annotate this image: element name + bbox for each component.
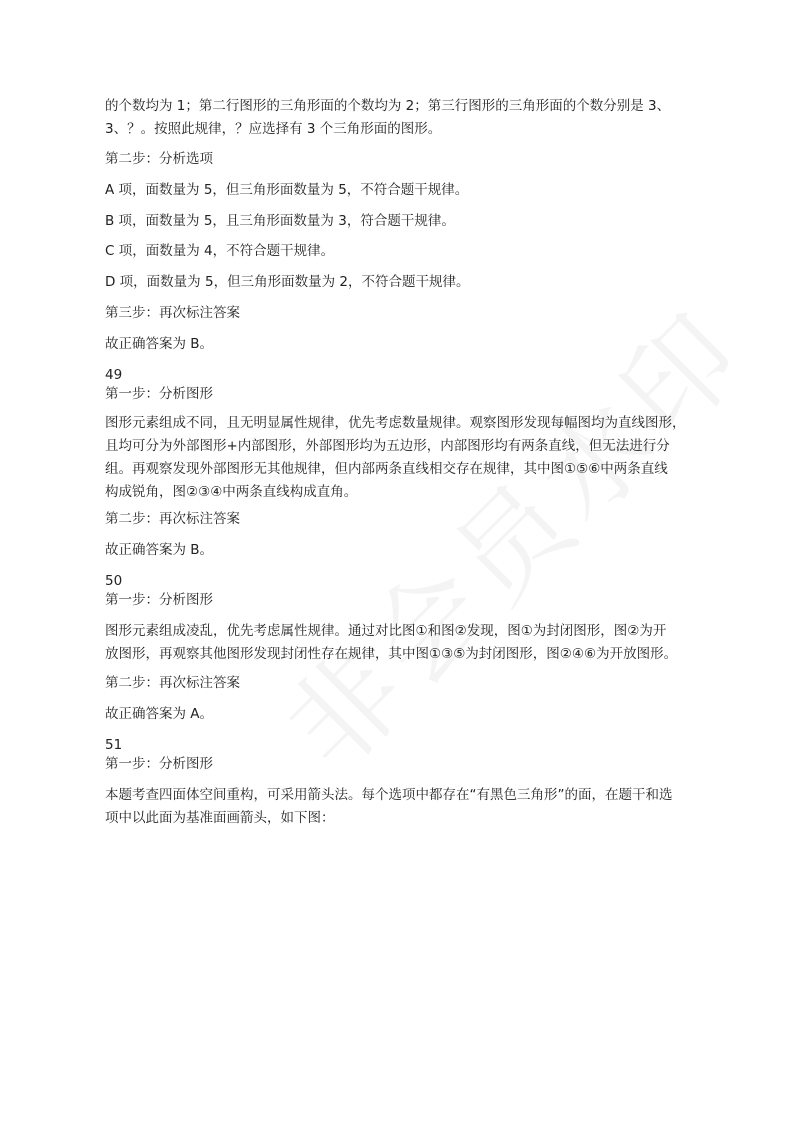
- text-line: 图形元素组成凌乱，优先考虑属性规律。通过对比图①和图②发现，图①为封闭图形，图②为开: [105, 623, 667, 639]
- q51-step1-heading: 第一步：分析图形: [105, 756, 213, 772]
- text-line: 图形元素组成不同，且无明显属性规律，优先考虑数量规律。观察图形发现每幅图均为直线图形，: [105, 415, 686, 431]
- text-line: 3、？。按照此规律，？应选择有 3 个三角形面的图形。: [105, 121, 442, 137]
- q48-option-a: A 项，面数量为 5，但三角形面数量为 5，不符合题干规律。: [105, 182, 469, 198]
- text-line: 组。再观察发现外部图形无其他规律，但内部两条直线相交存在规律，其中图①⑤⑥中两条直线: [105, 461, 668, 477]
- q49-answer: 故正确答案为 B。: [105, 542, 214, 558]
- q48-rule-paragraph: [105, 95, 695, 141]
- q51-analysis-paragraph: [105, 784, 695, 830]
- q50-step2-heading: 第二步：再次标注答案: [105, 675, 240, 691]
- text-line: 的个数均为 1；第二行图形的三角形面的个数均为 2；第三行图形的三角形面的个数分别是 3、: [105, 98, 671, 114]
- q48-option-d: D 项，面数量为 5，但三角形面数量为 2，不符合题干规律。: [105, 274, 470, 290]
- q48-step3-heading: 第三步：再次标注答案: [105, 305, 240, 321]
- q50-number: 50: [105, 573, 123, 589]
- q49-analysis-paragraph: [105, 412, 695, 504]
- q49-number: 49: [105, 367, 123, 383]
- q48-answer: 故正确答案为 B。: [105, 336, 214, 352]
- text-line: 本题考查四面体空间重构，可采用箭头法。每个选项中都存在“有黑色三角形”的面，在题干和选: [105, 787, 673, 803]
- text-line: 项中以此面为基准面画箭头，如下图：: [105, 810, 335, 826]
- q50-analysis-paragraph: [105, 620, 695, 666]
- q51-number: 51: [105, 737, 123, 753]
- text-line: 放图形，再观察其他图形发现封闭性存在规律，其中图①③⑤为封闭图形，图②④⑥为开放图形。: [105, 646, 678, 662]
- text-line: 构成锐角，图②③④中两条直线构成直角。: [105, 484, 358, 500]
- q48-option-c: C 项，面数量为 4，不符合题干规律。: [105, 243, 335, 259]
- q50-answer: 故正确答案为 A。: [105, 706, 214, 722]
- q49-step1-heading: 第一步：分析图形: [105, 386, 213, 402]
- q50-step1-heading: 第一步：分析图形: [105, 592, 213, 608]
- watermark: [246, 270, 775, 799]
- q48-step2-heading: 第二步：分析选项: [105, 151, 213, 167]
- q49-step2-heading: 第二步：再次标注答案: [105, 511, 240, 527]
- q48-option-b: B 项，面数量为 5，且三角形面数量为 3，符合题干规律。: [105, 213, 455, 229]
- text-line: 且均可分为外部图形+内部图形，外部图形均为五边形，内部图形均有两条直线，但无法进行分: [105, 438, 670, 454]
